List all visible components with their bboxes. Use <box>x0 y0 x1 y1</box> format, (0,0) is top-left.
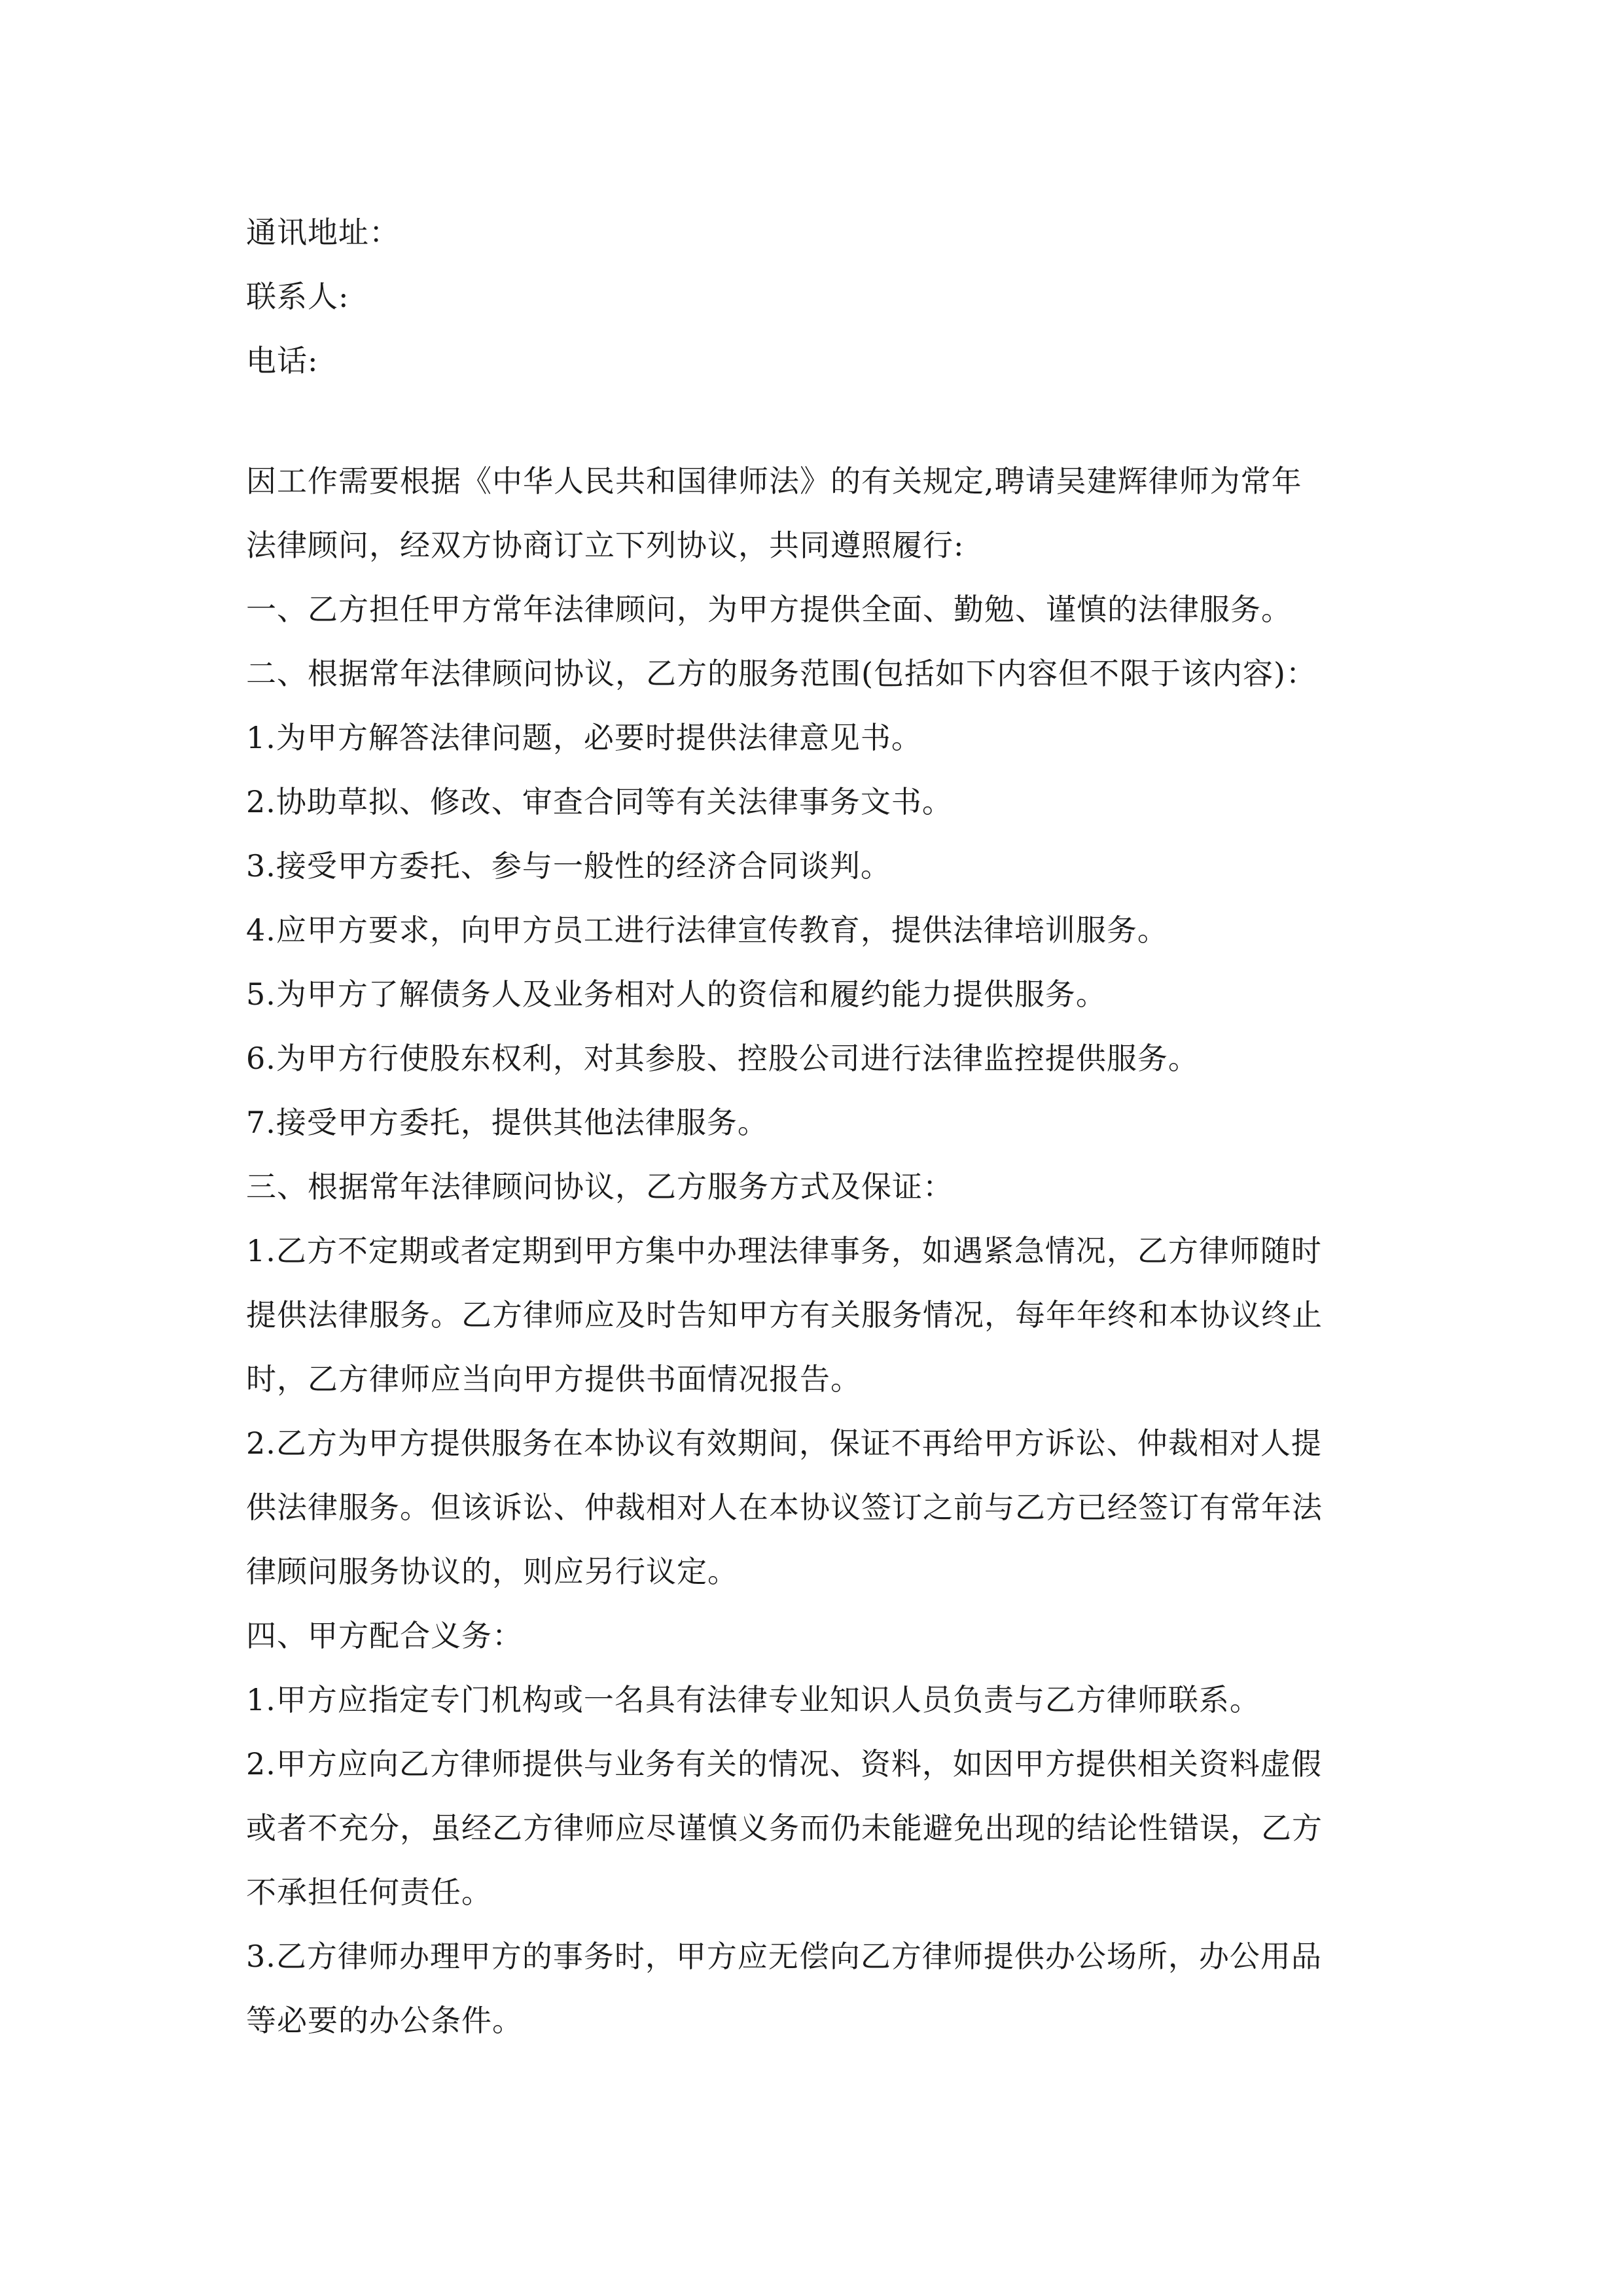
agreement-body <box>246 449 1385 2053</box>
list-item: 3.乙方律师办理甲方的事务时，甲方应无偿向乙方律师提供办公场所，办公用品 <box>246 1939 1322 1974</box>
body-line: 或者不充分，虽经乙方律师应尽谨慎义务而仍未能避免出现的结论性错误，乙方 <box>246 1810 1323 1846</box>
list-item: 1.甲方应指定专门机构或一名具有法律专业知识人员负责与乙方律师联系。 <box>246 1682 1260 1717</box>
list-item: 1.乙方不定期或者定期到甲方集中办理法律事务，如遇紧急情况，乙方律师随时 <box>246 1233 1322 1268</box>
list-item: 2.协助草拟、修改、审查合同等有关法律事务文书。 <box>246 784 953 819</box>
body-line: 时，乙方律师应当向甲方提供书面情况报告。 <box>246 1361 861 1397</box>
list-item: 7.接受甲方委托，提供其他法律服务。 <box>246 1105 768 1140</box>
list-item: 2.甲方应向乙方律师提供与业务有关的情况、资料，如因甲方提供相关资料虚假 <box>246 1746 1322 1782</box>
list-item: 5.为甲方了解债务人及业务相对人的资信和履约能力提供服务。 <box>246 977 1107 1012</box>
list-item: 6.为甲方行使股东权利，对其参股、控股公司进行法律监控提供服务。 <box>246 1041 1199 1076</box>
body-line: 供法律服务。但该诉讼、仲裁相对人在本协议签订之前与乙方已经签订有常年法 <box>246 1490 1323 1525</box>
body-line: 等必要的办公条件。 <box>246 2003 523 2038</box>
body-line: 提供法律服务。乙方律师应及时告知甲方有关服务情况，每年年终和本协议终止 <box>246 1297 1323 1333</box>
list-item: 2.乙方为甲方提供服务在本协议有效期间，保证不再给甲方诉讼、仲裁相对人提 <box>246 1426 1322 1461</box>
list-item: 1.为甲方解答法律问题，必要时提供法律意见书。 <box>246 720 922 755</box>
clause-2-heading: 二、根据常年法律顾问协议，乙方的服务范围(包括如下内容但不限于该内容)： <box>246 656 1317 691</box>
contact-label: 联系人: <box>246 279 349 314</box>
phone-label: 电话: <box>246 343 319 378</box>
body-line: 法律顾问，经双方协商订立下列协议，共同遵照履行: <box>246 528 965 563</box>
clause-4-heading: 四、甲方配合义务： <box>246 1618 523 1653</box>
list-item: 3.接受甲方委托、参与一般性的经济合同谈判。 <box>246 848 891 884</box>
body-line: 律顾问服务协议的，则应另行议定。 <box>246 1554 738 1589</box>
list-item: 4.应甲方要求，向甲方员工进行法律宣传教育，提供法律培训服务。 <box>246 912 1168 948</box>
body-line: 因工作需要根据《中华人民共和国律师法》的有关规定,聘请吴建辉律师为常年 <box>246 463 1302 499</box>
clause-3-heading: 三、根据常年法律顾问协议，乙方服务方式及保证： <box>246 1169 954 1204</box>
clause-1: 一、乙方担任甲方常年法律顾问，为甲方提供全面、勤勉、谨慎的法律服务。 <box>246 592 1292 627</box>
contact-info-block <box>246 200 1385 393</box>
address-label: 通讯地址： <box>246 215 400 250</box>
body-line: 不承担任何责任。 <box>246 1874 492 1910</box>
